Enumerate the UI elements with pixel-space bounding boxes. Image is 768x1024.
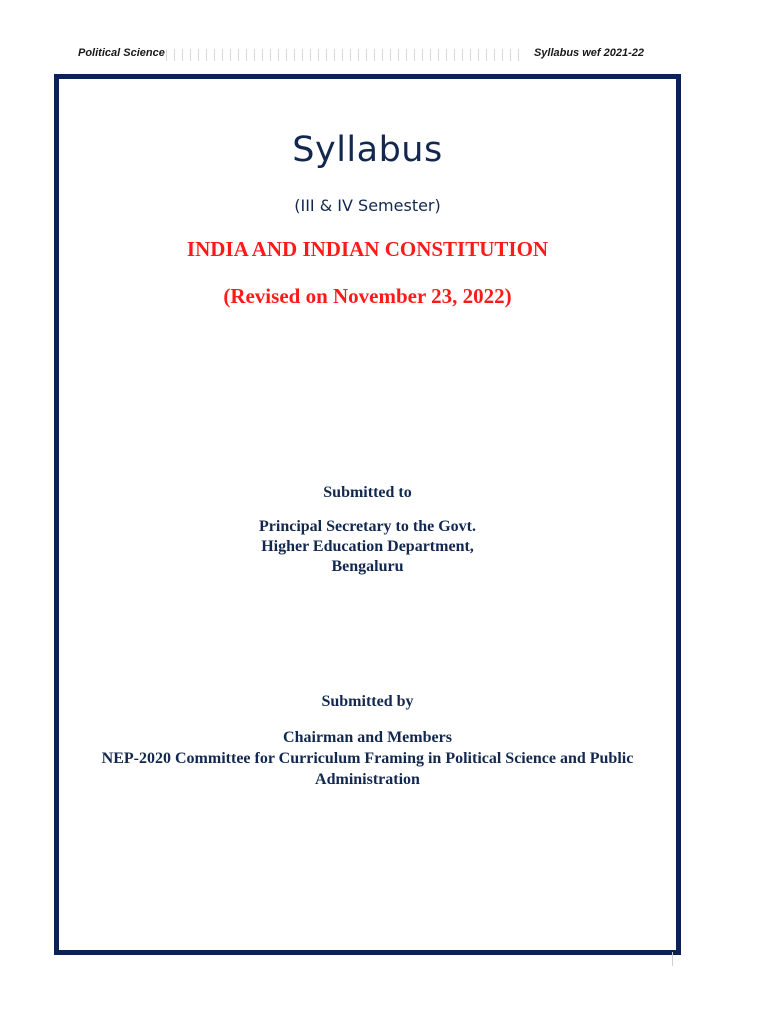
recipient-line: Bengaluru	[331, 558, 404, 575]
page-corner-mark	[672, 952, 673, 966]
submitted-by-label: Submitted by	[321, 693, 414, 710]
cover-title: Syllabus	[292, 130, 443, 170]
sender-block	[59, 727, 676, 790]
header-subject: Political Science	[78, 47, 165, 59]
header-divider	[166, 49, 524, 61]
page-header	[78, 44, 644, 64]
recipient-block	[59, 517, 676, 577]
sender-line: NEP-2020 Committee for Curriculum Framing in Political Science and Public	[101, 750, 634, 767]
cover-semester: (III & IV Semester)	[294, 196, 441, 215]
sender-line: Chairman and Members	[283, 729, 452, 746]
sender-line: Administration	[315, 771, 420, 788]
recipient-line: Principal Secretary to the Govt.	[259, 518, 476, 535]
revision-date: (Revised on November 23, 2022)	[223, 284, 512, 308]
recipient-line: Higher Education Department,	[261, 538, 474, 555]
cover-border-frame	[54, 74, 681, 955]
header-syllabus-year: Syllabus wef 2021-22	[533, 47, 644, 59]
course-title: INDIA AND INDIAN CONSTITUTION	[186, 237, 549, 261]
submitted-to-label: Submitted to	[323, 484, 412, 501]
